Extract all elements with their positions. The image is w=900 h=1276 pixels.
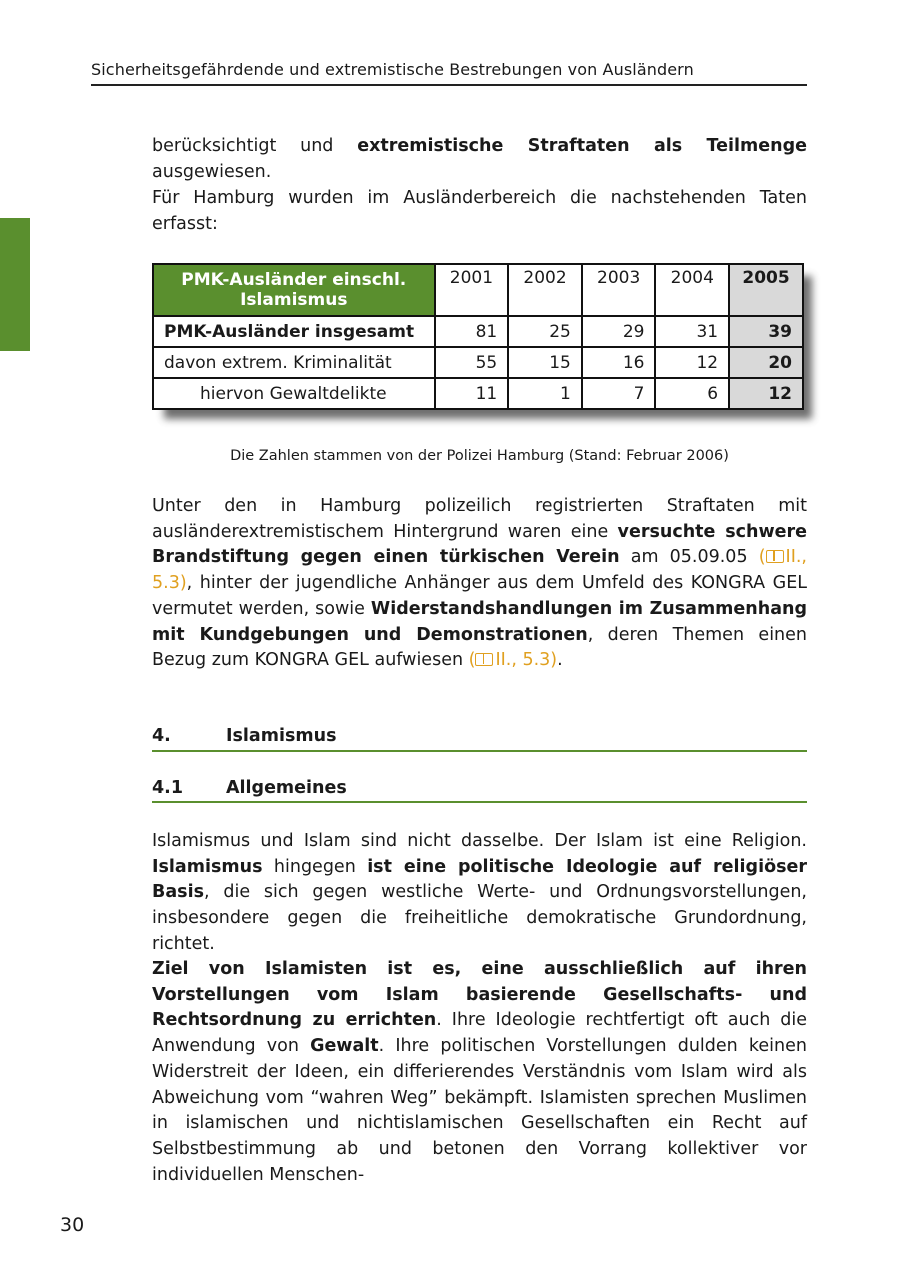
table-cell: 1 <box>508 378 582 409</box>
table-cell-highlight: 39 <box>729 316 803 347</box>
table-cell-highlight: 20 <box>729 347 803 378</box>
section-rule <box>152 801 807 803</box>
crimes-paragraph: Unter den in Hamburg polizeilich registrierten Straftaten mit ausländerextremistischem Hintergrund waren eine versuchte schwere Brandstiftung gegen einen türkischen Verein am 05.09.05 ( II., 5.3), hinter der jugendliche Anhänger aus dem Umfeld des KONGRA GEL vermutet werden, sowie Widerstandshandlungen im Zusammenhang mit Kundgebungen und Demonstrationen, deren Themen einen Bezug zum KONGRA GEL aufwiesen ( II., 5.3). <box>152 496 808 671</box>
year-header: 2004 <box>655 264 729 316</box>
cross-reference-link[interactable]: ( II., 5.3) <box>152 547 807 594</box>
table-row <box>153 378 803 409</box>
intro-paragraph-1: berücksichtigt und extremistische Straftaten als Teilmenge ausgewiesen. <box>152 136 807 182</box>
running-header: Sicherheitsgefährdende und extremistische Bestrebungen von Ausländern <box>91 60 694 79</box>
islam-paragraph: Islamismus und Islam sind nicht dasselbe. Der Islam ist eine Religion. Islamismus hingegen ist eine politische Ideologie auf religiöser Basis, die sich gegen westliche Werte- und Ordnungsvorstellungen, insbesondere gegen die freiheitliche demokratische Grundordnung, richtet. <box>152 831 808 954</box>
section-heading-4-1: 4.1 Allgemeines <box>152 778 347 798</box>
table-header-row <box>153 264 803 316</box>
table-cell: 81 <box>435 316 509 347</box>
year-header-highlight: 2005 <box>729 264 803 316</box>
intro-paragraph-2: Für Hamburg wurden im Ausländerbereich die nachstehenden Taten erfasst: <box>152 188 807 234</box>
table-cell: 7 <box>582 378 656 409</box>
header-rule <box>91 84 807 86</box>
table-cell: 12 <box>655 347 729 378</box>
year-header: 2003 <box>582 264 656 316</box>
table-header-label: PMK-Ausländer einschl. Islamismus <box>153 264 435 316</box>
table-caption: Die Zahlen stammen von der Polizei Hamburg (Stand: Februar 2006) <box>230 448 729 464</box>
row-label: davon extrem. Kriminalität <box>153 347 435 378</box>
table-cell: 25 <box>508 316 582 347</box>
table-cell-highlight: 12 <box>729 378 803 409</box>
table-cell: 11 <box>435 378 509 409</box>
book-icon <box>766 550 784 563</box>
table-row <box>153 347 803 378</box>
table-cell: 55 <box>435 347 509 378</box>
chapter-tab <box>0 218 30 351</box>
page-number: 30 <box>60 1214 85 1236</box>
table-cell: 16 <box>582 347 656 378</box>
goal-paragraph: Ziel von Islamisten ist es, eine ausschließlich auf ihren Vorstellungen vom Islam basierende Gesellschafts- und Rechtsordnung zu errichten. Ihre Ideologie rechtfertigt oft auch die Anwendung von Gewalt. Ihre politischen Vorstellungen dulden keinen Widerstreit der Ideen, ein differierendes Verständnis vom Islam wird als Abweichung vom “wahren Weg” bekämpft. Islamisten sprechen Muslimen in islamischen und nichtislamischen Gesellschaften ein Recht auf Selbstbestimmung ab und betonen den Vorrang kollektiver vor individuellen Menschen- <box>152 959 807 1185</box>
year-header: 2001 <box>435 264 509 316</box>
year-header: 2002 <box>508 264 582 316</box>
row-label: hiervon Gewaltdelikte <box>153 378 435 409</box>
table-cell: 31 <box>655 316 729 347</box>
table-cell: 15 <box>508 347 582 378</box>
table-cell: 29 <box>582 316 656 347</box>
book-icon <box>475 653 493 666</box>
row-label: PMK-Ausländer insgesamt <box>153 316 435 347</box>
table-row <box>153 316 803 347</box>
statistics-table <box>152 263 804 410</box>
section-rule <box>152 750 807 752</box>
table-cell: 6 <box>655 378 729 409</box>
section-heading-4: 4. Islamismus <box>152 726 337 746</box>
cross-reference-link[interactable]: ( II., 5.3) <box>468 650 558 671</box>
